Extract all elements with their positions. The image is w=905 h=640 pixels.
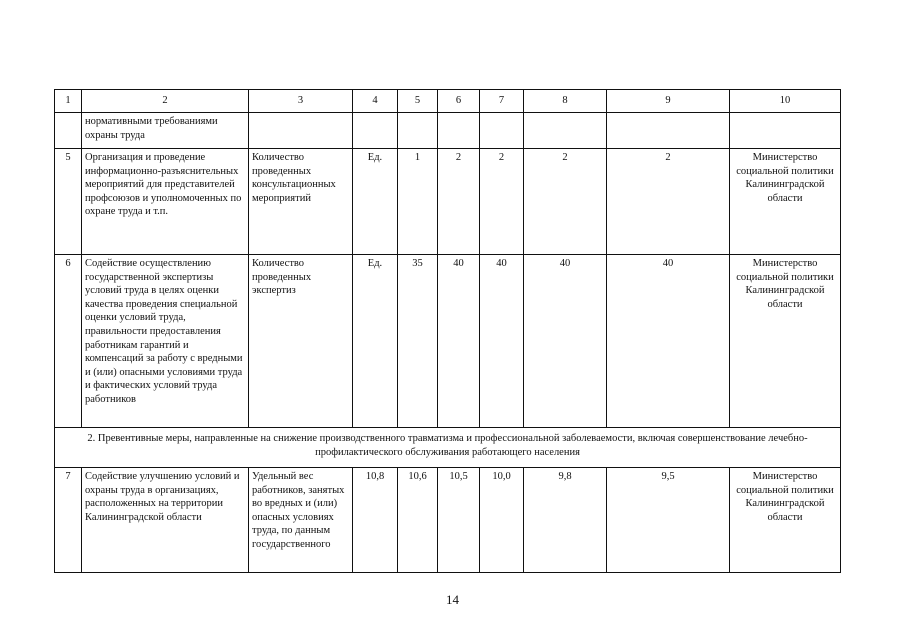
col-header: 9 (607, 90, 730, 113)
value-cell: 40 (438, 255, 480, 428)
executor-cell: Министерство социальной политики Калининградской области (730, 255, 841, 428)
col-header: 7 (480, 90, 524, 113)
col-header: 1 (55, 90, 82, 113)
row-number: 7 (55, 468, 82, 573)
value-cell: 10,8 (353, 468, 398, 573)
activity-cell: Содействие улучшению условий и охраны труда в организациях, расположенных на территории Калининградской области (82, 468, 249, 573)
value-cell: 10,6 (398, 468, 438, 573)
activity-cell: Организация и проведение информационно-разъяснительных мероприятий для представителей профсоюзов и уполномоченных по охране труда и т.п. (82, 149, 249, 255)
program-table (54, 89, 841, 573)
table-row (55, 468, 841, 573)
table-row (55, 149, 841, 255)
col-header: 5 (398, 90, 438, 113)
col-header: 8 (524, 90, 607, 113)
column-number-header-row (55, 90, 841, 113)
value-cell: 40 (607, 255, 730, 428)
col-header: 4 (353, 90, 398, 113)
row-number: 6 (55, 255, 82, 428)
col-header: 2 (82, 90, 249, 113)
executor-cell: Министерство социальной политики Калининградской области (730, 468, 841, 573)
value-cell: 35 (398, 255, 438, 428)
unit-cell: Ед. (353, 255, 398, 428)
value-cell: 9,5 (607, 468, 730, 573)
value-cell: 1 (398, 149, 438, 255)
col-header: 10 (730, 90, 841, 113)
value-cell: 2 (438, 149, 480, 255)
continuation-row (55, 113, 841, 149)
value-cell: 2 (480, 149, 524, 255)
section-header-row (55, 428, 841, 468)
section-title: 2. Превентивные меры, направленные на снижение производственного травматизма и профессиональной заболеваемости, включая совершенствование лечебно-профилактического обслуживания работающего населения (55, 428, 841, 468)
value-cell: 2 (607, 149, 730, 255)
col-header: 6 (438, 90, 480, 113)
value-cell: 40 (524, 255, 607, 428)
table-row (55, 255, 841, 428)
value-cell: 10,5 (438, 468, 480, 573)
row-number: 5 (55, 149, 82, 255)
page-number: 14 (446, 592, 459, 607)
value-cell: 40 (480, 255, 524, 428)
activity-cell: Содействие осуществлению государственной экспертизы условий труда в целях оценки качества проведения специальной оценки условий труда, правильности предоставления работникам гарантий и компенсаций за работу с вредными и (или) опасными условиями труда и фактических условий труда работников (82, 255, 249, 428)
value-cell: 10,0 (480, 468, 524, 573)
continuation-text: нормативными требованиями охраны труда (82, 113, 249, 149)
value-cell: 9,8 (524, 468, 607, 573)
value-cell: 2 (524, 149, 607, 255)
indicator-cell: Количество проведенных экспертиз (249, 255, 353, 428)
col-header: 3 (249, 90, 353, 113)
unit-cell: Ед. (353, 149, 398, 255)
indicator-cell: Количество проведенных консультационных мероприятий (249, 149, 353, 255)
indicator-cell: Удельный вес работников, занятых во вредных и (или) опасных условиях труда, по данным государственного (249, 468, 353, 573)
executor-cell: Министерство социальной политики Калининградской области (730, 149, 841, 255)
